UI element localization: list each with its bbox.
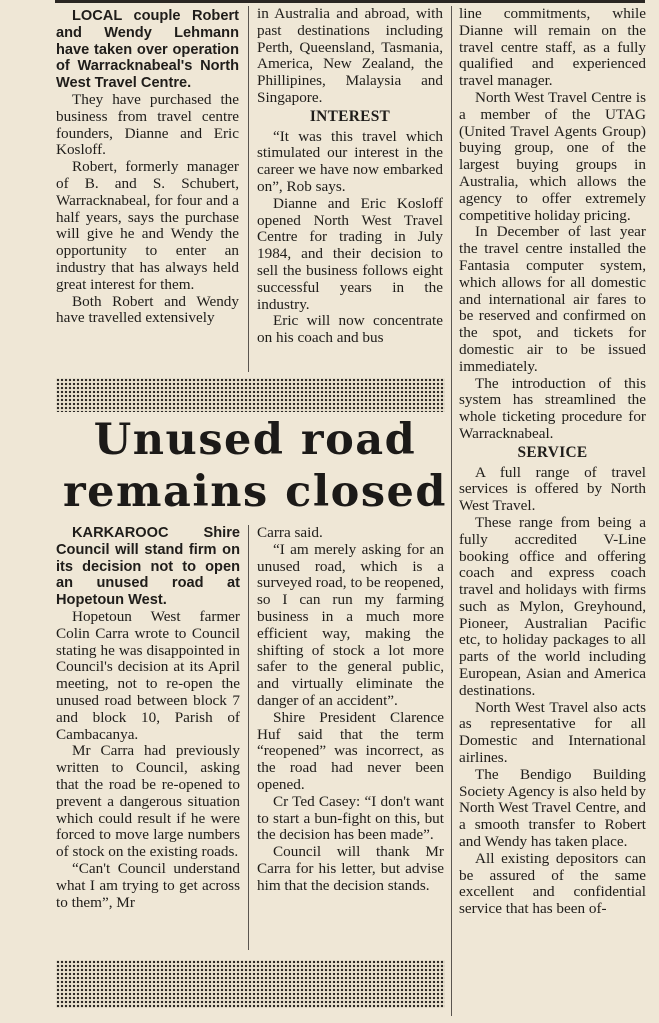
paragraph: The introduction of this system has streamlined the whole ticketing procedure for Warracknabeal.: [459, 374, 646, 442]
paragraph: Carra said.: [257, 524, 323, 541]
paragraph: They have purchased the business from travel centre founders, Dianne and Eric Kosloff.: [56, 90, 239, 159]
headline: [55, 414, 455, 518]
paragraph: “Can't Council understand what I am trying to get across to them”, Mr: [56, 859, 240, 911]
halftone-separator-bottom: [56, 960, 445, 1008]
travel-story-lead: LOCAL couple Robert and Wendy Lehmann have taken over operation of Warracknabeal's North West Travel Centre.: [56, 8, 239, 92]
subhead-interest: INTEREST: [309, 107, 391, 125]
headline-line-2: remains closed: [63, 467, 447, 517]
headline-line-1: Unused road: [93, 415, 417, 465]
paragraph: These range from being a fully accredited V-Line booking office and offering coach and express coach travel and holidays with firms such as Mylon, Greyhound, Pioneer, Australian Pacific etc, to holiday packages to all parts of the world including European, Asian and America destinations.: [459, 513, 646, 699]
paragraph: A full range of travel services is offered by North West Travel.: [459, 463, 646, 515]
paragraph: In December of last year the travel centre installed the Fantasia computer system, which allows for all domestic and international air fares to be reserved and confirmed on the spot, and tickets for domestic air to be issued immediately.: [459, 223, 646, 375]
paragraph: Council will thank Mr Carra for his letter, but advise him that the decision stands.: [257, 843, 444, 894]
road-story-column-2: [257, 525, 444, 895]
column-rule: [248, 6, 249, 372]
travel-story-column-3: [459, 6, 646, 918]
travel-story-column-1: [56, 8, 239, 327]
travel-story-column-2: [257, 6, 443, 347]
paragraph: Dianne and Eric Kosloff opened North West Travel Centre for trading in July 1984, and their decision to sell the business follows eight successful years in the industry.: [257, 194, 443, 313]
top-rule: [55, 0, 645, 3]
subhead-service: SERVICE: [517, 443, 588, 461]
paragraph: All existing depositors can be assured of the same excellent and confidential service that has been of-: [459, 849, 646, 918]
paragraph: “It was this travel which stimulated our interest in the career we have now embarked on”, Rob says.: [257, 127, 443, 195]
paragraph: North West Travel also acts as representative for all Domestic and International airlines.: [459, 698, 646, 767]
paragraph: Cr Ted Casey: “I don't want to start a bun-fight on this, but the decision has been made”.: [257, 792, 444, 844]
paragraph: Eric will now concentrate on his coach and bus: [257, 312, 443, 347]
halftone-separator: [56, 378, 445, 412]
paragraph: North West Travel Centre is a member of the UTAG (United Travel Agents Group) buying group, one of the largest buying groups in Australia, which allows the agency to offer extremely competitive holiday pricing.: [459, 88, 646, 224]
paragraph: Mr Carra had previously written to Council, asking that the road be re-opened to prevent a dangerous situation which could result if he were forced to move large numbers of stock on the existing roads.: [56, 742, 240, 861]
road-story-column-1: [56, 525, 240, 911]
paragraph: line commitments, while Dianne will remain on the travel centre staff, as a fully qualified and experienced travel manager.: [459, 5, 646, 90]
paragraph: The Bendigo Building Society Agency is also held by North West Travel Centre, and a smooth transfer to Robert and Wendy has taken place.: [459, 765, 646, 851]
paragraph: Hopetoun West farmer Colin Carra wrote to Council stating he was disappointed in Council's decision at its April meeting, not to re-open the unused road between block 7 and block 10, Parish of Cambacanya.: [56, 607, 240, 743]
paragraph: in Australia and abroad, with past destinations including Perth, Queensland, Tasmania, America, New Zealand, the Phillipines, Malaysia and Singapore.: [257, 5, 443, 106]
paragraph: Both Robert and Wendy have travelled extensively: [56, 292, 239, 327]
road-story-lead: KARKAROOC Shire Council will stand firm on its decision not to open an unused road at Hopetoun West.: [56, 525, 240, 609]
column-rule: [248, 525, 249, 950]
paragraph: Robert, formerly manager of B. and S. Schubert, Warracknabeal, for four and a half years, says the purchase will give he and Wendy the opportunity to enter an industry that has always held great interest for them.: [56, 158, 239, 293]
paragraph: Shire President Clarence Huf said that the term “reopened” was incorrect, as the road had never been opened.: [257, 708, 444, 793]
paragraph: “I am merely asking for an unused road, which is a surveyed road, to be reopened, so I can run my farming business in a much more efficient way, making the shifting of stock a lot more safer to the general public, and virtually eliminate the danger of an accident”.: [257, 540, 444, 709]
